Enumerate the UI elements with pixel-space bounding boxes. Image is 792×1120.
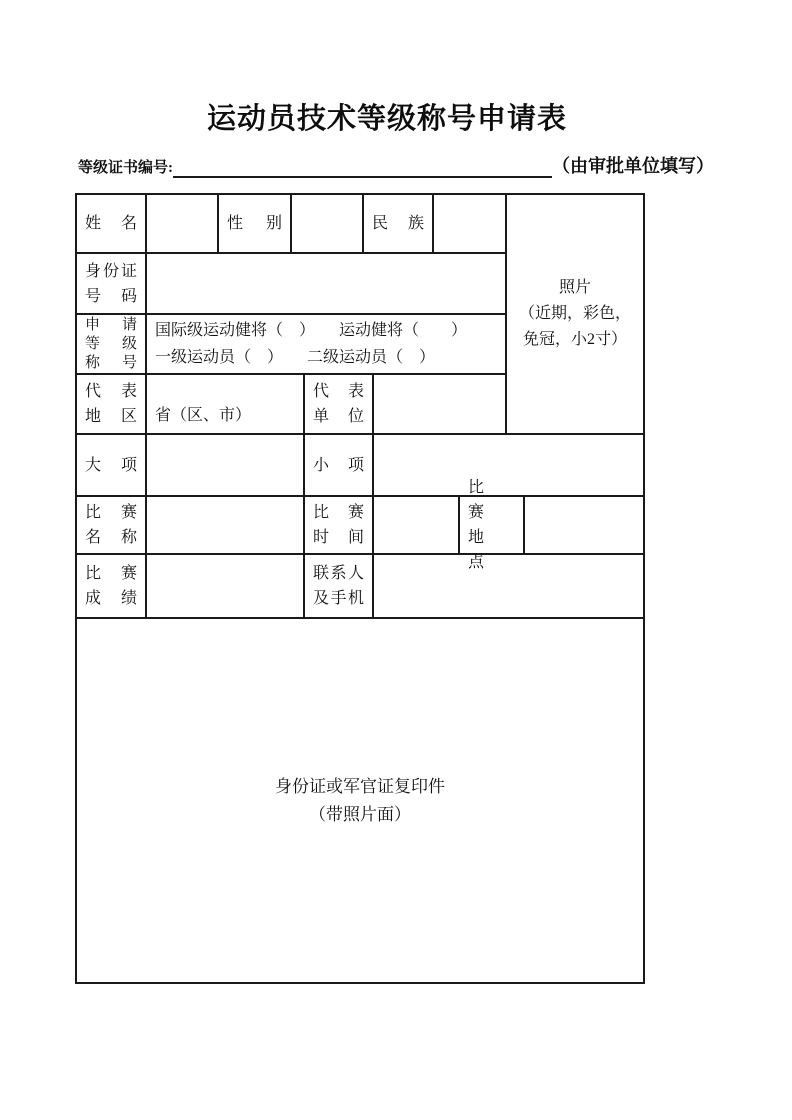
certificate-number-label: 等级证书编号: <box>78 160 173 176</box>
applied-title-label-line3: 称 号 <box>85 354 137 371</box>
id-number-label-line2: 号 码 <box>85 287 137 305</box>
minor-event-label-cell <box>303 433 374 497</box>
id-number-label-cell <box>75 252 147 315</box>
region-label-line1: 代 表 <box>85 383 137 400</box>
contact-label-line1: 联系人 <box>313 565 364 582</box>
contact-value-cell <box>372 553 645 619</box>
major-event-label: 大 项 <box>85 456 137 474</box>
competition-name-value-cell <box>145 495 305 555</box>
competition-result-label-cell <box>75 553 147 619</box>
fill-by-approver-note: （由审批单位填写） <box>552 156 714 176</box>
application-table <box>75 193 645 984</box>
page-title: 运动员技术等级称号申请表 <box>206 103 567 135</box>
id-copy-line2: （带照片面） <box>309 804 411 824</box>
unit-label-line2: 单 位 <box>313 408 364 425</box>
photo-label-line3: 免冠，小2寸） <box>522 331 627 348</box>
gender-label: 性 别 <box>227 215 282 232</box>
competition-place-value-cell <box>523 495 645 555</box>
applied-title-label-cell <box>75 313 147 375</box>
competition-time-label-line2: 时 间 <box>313 529 364 546</box>
competition-name-label-line1: 比 赛 <box>85 504 137 521</box>
photo-label-line1: 照片 <box>558 279 591 296</box>
id-copy-attachment-cell <box>75 617 645 984</box>
competition-place-label-cell <box>458 479 525 571</box>
competition-time-label-line1: 比 赛 <box>313 504 364 521</box>
competition-time-label-cell <box>303 495 374 555</box>
applied-title-options-cell <box>145 313 507 375</box>
applied-title-options-line1: 国际级运动健将（ ） 运动健将（ ） <box>155 322 468 339</box>
major-event-label-cell <box>75 433 147 497</box>
competition-result-value-cell <box>145 553 305 619</box>
ethnicity-label: 民 族 <box>372 215 424 232</box>
id-number-label-line1: 身份证 <box>85 262 137 280</box>
id-copy-line1: 身份证或军官证复印件 <box>275 776 445 796</box>
contact-label-cell <box>303 553 374 619</box>
name-label-cell <box>75 193 147 254</box>
ethnicity-label-cell <box>362 193 434 254</box>
region-label-line2: 地 区 <box>85 408 137 425</box>
photo-cell <box>505 193 645 435</box>
competition-result-label-line1: 比 赛 <box>85 565 137 582</box>
certificate-number-blank <box>173 156 552 178</box>
name-value-cell <box>145 193 219 254</box>
competition-place-label-line2: 地 点 <box>468 529 501 571</box>
unit-label-line1: 代 表 <box>313 383 364 400</box>
minor-event-label: 小 项 <box>313 456 364 474</box>
certificate-number-row <box>78 152 714 178</box>
ethnicity-value-cell <box>432 193 507 254</box>
region-label-cell <box>75 373 147 435</box>
name-label: 姓 名 <box>85 215 137 232</box>
major-event-value-cell <box>145 433 305 497</box>
unit-label-cell <box>303 373 374 435</box>
region-value-cell <box>145 373 305 435</box>
applied-title-label-line1: 申 请 <box>85 316 137 333</box>
applied-title-options-line2: 一级运动员（ ） 二级运动员（ ） <box>155 349 436 366</box>
region-value-hint: 省（区、市） <box>155 407 252 424</box>
applied-title-label-line2: 等 级 <box>85 335 137 352</box>
competition-name-label-line2: 名 称 <box>85 529 137 546</box>
id-number-value-cell <box>145 252 507 315</box>
competition-name-label-cell <box>75 495 147 555</box>
competition-result-label-line2: 成 绩 <box>85 590 137 607</box>
photo-label-line2: （近期，彩色， <box>518 305 631 322</box>
gender-label-cell <box>217 193 292 254</box>
gender-value-cell <box>290 193 364 254</box>
competition-time-value-cell <box>372 495 460 555</box>
competition-place-label-line1: 比 赛 <box>468 479 501 521</box>
unit-value-cell <box>372 373 507 435</box>
contact-label-line2: 及手机 <box>313 590 364 607</box>
